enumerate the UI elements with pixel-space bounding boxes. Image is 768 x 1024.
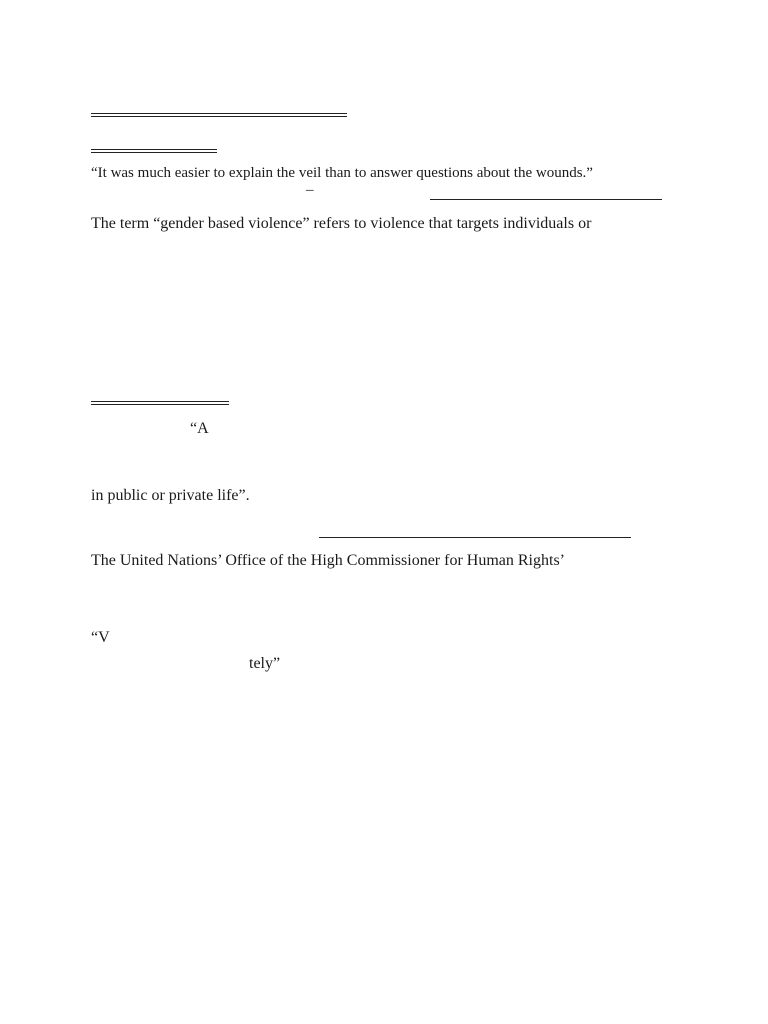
epigraph-quote: “It was much easier to explain the veil than to answer questions about the wounds.” xyxy=(91,165,593,181)
subheading-underline xyxy=(91,149,217,153)
section-heading-underline xyxy=(91,401,229,405)
citation-underline xyxy=(319,537,631,538)
quote-fragment-a: “A xyxy=(190,420,209,437)
epigraph-attribution-dash: – xyxy=(306,182,314,198)
quote-fragment-v: “V xyxy=(91,629,110,646)
quote-fragment-tely: tely” xyxy=(249,655,281,672)
paragraph-gbv-definition: The term “gender based violence” refers to violence that targets individuals or xyxy=(91,215,592,232)
paragraph-public-private-life: in public or private life”. xyxy=(91,487,250,504)
heading-underline-top xyxy=(91,113,347,117)
epigraph-attribution-underline xyxy=(430,199,662,200)
paragraph-ohchr: The United Nations’ Office of the High Commissioner for Human Rights’ xyxy=(91,552,565,569)
